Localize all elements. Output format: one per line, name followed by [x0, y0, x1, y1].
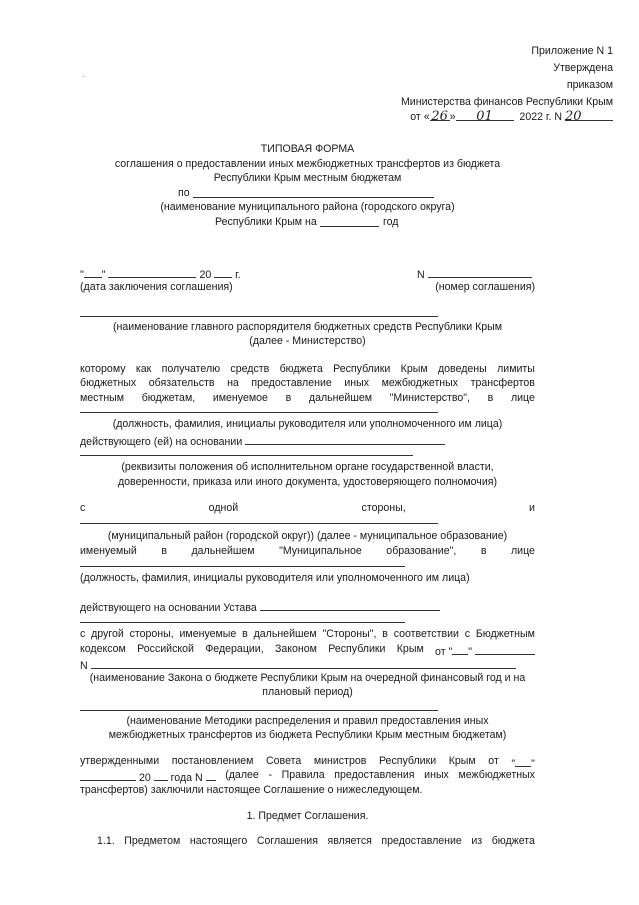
blank [80, 769, 136, 781]
word: другой [91, 628, 124, 640]
word: Бюджетным [475, 628, 535, 640]
word: обязательств [148, 377, 215, 389]
text-line [80, 363, 535, 375]
word: Республики [333, 363, 391, 375]
law-date [435, 643, 535, 658]
word: Совета [266, 755, 302, 767]
word: дальнейшем [191, 545, 255, 557]
word: Правила [281, 769, 325, 781]
word: иных [424, 769, 449, 781]
word: соответствии [393, 628, 459, 640]
date-year: 2022 г. N [519, 111, 563, 123]
word: как [135, 363, 152, 375]
speck: · [82, 72, 85, 81]
blank [515, 755, 531, 767]
hint: доверенности, приказа или иного документа, удостоверяющего полномочия) [117, 476, 498, 488]
blank [428, 266, 532, 278]
blank [108, 266, 196, 278]
hint: (наименование муниципального района (городского округа) [160, 201, 455, 213]
blank-line [193, 197, 434, 198]
hint: (должность, фамилия, инициалы руководителя или уполномоченного им лица) [112, 418, 503, 430]
acting-ustav [80, 599, 440, 614]
hint: (наименование главного распорядителя бюджетных средств Республики Крым [112, 321, 503, 333]
blank [260, 599, 440, 611]
word: доведены [437, 363, 487, 375]
word: Крым [400, 363, 428, 375]
blank-line [80, 622, 405, 623]
word: Крым [396, 643, 424, 655]
word: именуемое [212, 392, 268, 404]
word: 20 [138, 772, 151, 784]
blank [475, 643, 535, 655]
word: утвержденными [80, 755, 160, 767]
blank [154, 769, 168, 781]
word: "Стороны", [322, 628, 377, 640]
word: дальнейшем [253, 628, 317, 640]
word: стороны, [361, 502, 406, 514]
word: бюджета [491, 835, 535, 847]
text-line [97, 835, 535, 847]
appr-date [511, 755, 535, 770]
quote: " [511, 758, 516, 770]
word: является [327, 835, 372, 847]
po-label: по [178, 187, 190, 199]
text-line [80, 392, 535, 404]
quote: " [468, 646, 473, 658]
number-label: N [417, 269, 425, 281]
title-line: год [383, 216, 399, 228]
acting-label: действующего (ей) на основании [80, 436, 243, 448]
word: иных [344, 377, 370, 389]
word: которому [80, 363, 126, 375]
word: Законом [274, 643, 317, 655]
word: Российской [137, 643, 194, 655]
word: - [268, 769, 272, 781]
word: (далее [225, 769, 259, 781]
hint: (должность, фамилия, инициалы руководителя или уполномоченного им лица) [80, 572, 470, 584]
word: предоставления [334, 769, 415, 781]
number-label: N [80, 660, 88, 672]
blank-line [80, 566, 405, 567]
word: "Министерство", [389, 392, 470, 404]
blank-line [80, 523, 438, 524]
word: в [161, 545, 167, 557]
word: Федерации, [205, 643, 264, 655]
title-line: Республики Крым местным бюджетам [213, 172, 402, 184]
hint: плановый период) [262, 686, 353, 698]
word: бюджетных [80, 377, 137, 389]
word: в [242, 628, 248, 640]
word: настоящего [189, 835, 248, 847]
word: одной [208, 502, 239, 514]
word: 1.1. [97, 835, 115, 847]
word: "Муниципальное [279, 545, 362, 557]
word: получателю [161, 363, 221, 375]
text-line: трансфертов) заключили настоящее Соглашение о нижеследующем. [80, 784, 423, 796]
handwritten-month: 01 [476, 109, 493, 124]
word: Соглашения [256, 835, 318, 847]
hint: (муниципальный район (городской округ)) (далее - муниципальное образование) [107, 530, 508, 542]
appendix-date [410, 109, 613, 123]
text-line [80, 769, 535, 784]
text-line [80, 502, 535, 514]
word: стороны, [129, 628, 174, 640]
word: на [227, 377, 239, 389]
date-month-field [456, 109, 514, 124]
order-number-field [565, 109, 613, 124]
word: бюджета [279, 363, 323, 375]
word: предоставление [381, 835, 462, 847]
number-row [417, 266, 532, 281]
word: с [80, 502, 86, 514]
word: образование", [386, 545, 457, 557]
word: местным [80, 392, 125, 404]
date-day-field [430, 109, 450, 124]
word: лимиты [497, 363, 535, 375]
word: средств [230, 363, 270, 375]
form-title: ТИПОВАЯ ФОРМА [260, 143, 355, 155]
handwritten-day: 26 [431, 109, 448, 124]
hint: (наименование Методики распределения и правил предоставления иных [126, 715, 489, 727]
law-number [80, 657, 516, 672]
appendix-line: Утверждена [553, 62, 613, 74]
title-line: соглашения о предоставлении иных межбюджетных трансфертов из бюджета [114, 158, 501, 170]
blank [452, 643, 468, 655]
blank-line [80, 412, 438, 413]
title-line: Республики Крым на [215, 216, 317, 228]
date-quote: » [449, 111, 456, 123]
acting-label: действующего на основании Устава [80, 602, 257, 614]
text-line [80, 628, 535, 640]
word: Республики [378, 755, 437, 767]
blank [91, 657, 516, 669]
section-heading: 1. Предмет Соглашения. [246, 810, 369, 822]
quote: " [448, 646, 453, 658]
word: министров [313, 755, 367, 767]
acting-basis [80, 433, 445, 448]
word: Крым [448, 755, 476, 767]
word: года N [170, 772, 203, 784]
word: бюджетам, [141, 392, 196, 404]
quote: " [531, 758, 535, 770]
text-line [80, 755, 535, 770]
blank [214, 266, 232, 278]
hint: (дата заключения соглашения) [80, 281, 233, 293]
word: с [80, 628, 86, 640]
word: от [488, 755, 499, 767]
word: в [382, 628, 388, 640]
word: из [471, 835, 483, 847]
appendix-line: Министерства финансов Республики Крым [400, 96, 613, 108]
quote: " [80, 269, 84, 281]
word: лице [510, 392, 535, 404]
text-line [80, 545, 535, 557]
text-line [80, 643, 535, 658]
word: межбюджетных [458, 769, 535, 781]
word: трансфертов [470, 377, 535, 389]
word: дальнейшем [308, 392, 372, 404]
blank-line [80, 316, 438, 317]
word: Предметом [124, 835, 181, 847]
word: в [487, 392, 494, 404]
blank [245, 433, 445, 445]
year-suffix: г. [235, 269, 241, 281]
date-row [80, 266, 241, 281]
word: именуемые [179, 628, 237, 640]
text-line [80, 377, 535, 389]
quote: " [101, 269, 106, 281]
word: в [480, 545, 487, 557]
date-prefix: от « [410, 111, 430, 123]
word: и [529, 502, 535, 514]
appr-date-2 [80, 769, 216, 784]
hint: (далее - Министерство) [249, 335, 366, 347]
blank-line [80, 455, 413, 456]
word: предоставление [251, 377, 332, 389]
word: именуемый [80, 545, 137, 557]
blank [206, 769, 216, 781]
handwritten-number: 20 [565, 109, 582, 124]
word: с [464, 628, 471, 640]
blank [84, 266, 102, 278]
hint: (номер соглашения) [435, 281, 535, 293]
hint: (реквизиты положения об исполнительном органе государственной власти, [121, 461, 494, 473]
appendix-line: Приложение N 1 [531, 45, 613, 57]
blank-line [80, 710, 438, 711]
word: Республики [328, 643, 386, 655]
word: в [285, 392, 292, 404]
hint: (наименование Закона о бюджете Республики Крым на очередной финансовый год и на [89, 672, 526, 684]
word: межбюджетных [381, 377, 459, 389]
word: постановлением [171, 755, 254, 767]
word: кодексом [80, 643, 126, 655]
blank-line [320, 226, 379, 227]
hint: межбюджетных трансфертов из бюджета Республики Крым местным бюджетам) [108, 729, 507, 741]
year-prefix: 20 [199, 269, 212, 281]
word: от [435, 646, 446, 658]
appendix-line: приказом [566, 79, 613, 91]
word: лице [510, 545, 535, 557]
